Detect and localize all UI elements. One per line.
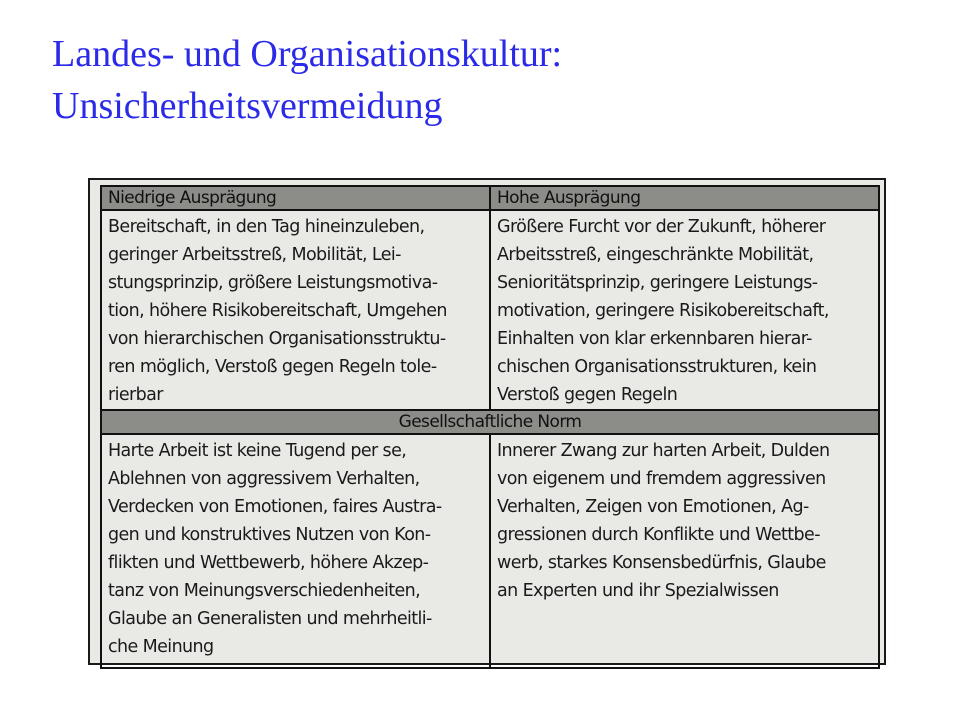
section-header-social-norm: Gesellschaftliche Norm <box>101 410 879 434</box>
section-header-row <box>101 410 879 434</box>
cell-high-organization <box>490 210 879 410</box>
cell-low-organization-text: Bereitschaft, in den Tag hineinzuleben, geringer Arbeitsstreß, Mobilität, Lei- stungsprinzip, größere Leistungsmotiva- tion, höhere Risikobereitschaft, Umgehen von hierarchischen Organisationsstruktu- ren möglich, Verstoß gegen Regeln tole- rierbar <box>108 217 447 405</box>
table-row <box>101 434 879 668</box>
scanned-table-image <box>88 178 886 665</box>
comparison-table <box>100 185 880 669</box>
slide-title-line-2: Unsicherheitsvermeidung <box>52 85 443 127</box>
slide-title-line-1: Landes- und Organisationskultur: <box>52 33 563 75</box>
slide-title <box>52 28 932 132</box>
cell-low-norm-text: Harte Arbeit ist keine Tugend per se, Ablehnen von aggressivem Verhalten, Verdecken von Emotionen, faires Austra- gen und konstruktives Nutzen von Kon- flikten und Wettbewerb, höhere Akzep- tanz von Meinungsverschiedenheiten, Glaube an Generalisten und mehrheitli- che Meinung <box>108 441 442 657</box>
cell-high-norm <box>490 434 879 668</box>
cell-low-norm <box>101 434 490 668</box>
cell-high-organization-text: Größere Furcht vor der Zukunft, höherer Arbeitsstreß, eingeschränkte Mobilität, Senioritätsprinzip, geringere Leistungs- motivation, geringere Risikobereitschaft, Einhalten von klar erkennbaren hierar- chischen Organisationsstrukturen, kein Verstoß gegen Regeln <box>497 217 829 405</box>
table-row <box>101 210 879 410</box>
header-high-expression: Hohe Ausprägung <box>490 186 879 210</box>
header-low-expression: Niedrige Ausprägung <box>101 186 490 210</box>
cell-low-organization <box>101 210 490 410</box>
table-header-row <box>101 186 879 210</box>
cell-high-norm-text: Innerer Zwang zur harten Arbeit, Dulden von eigenem und fremdem aggressiven Verhalten, Zeigen von Emotionen, Ag- gressionen durch Konflikte und Wettbe- werb, starkes Konsensbedürfnis, Glaube an Experten und ihr Spezialwissen <box>497 441 830 601</box>
